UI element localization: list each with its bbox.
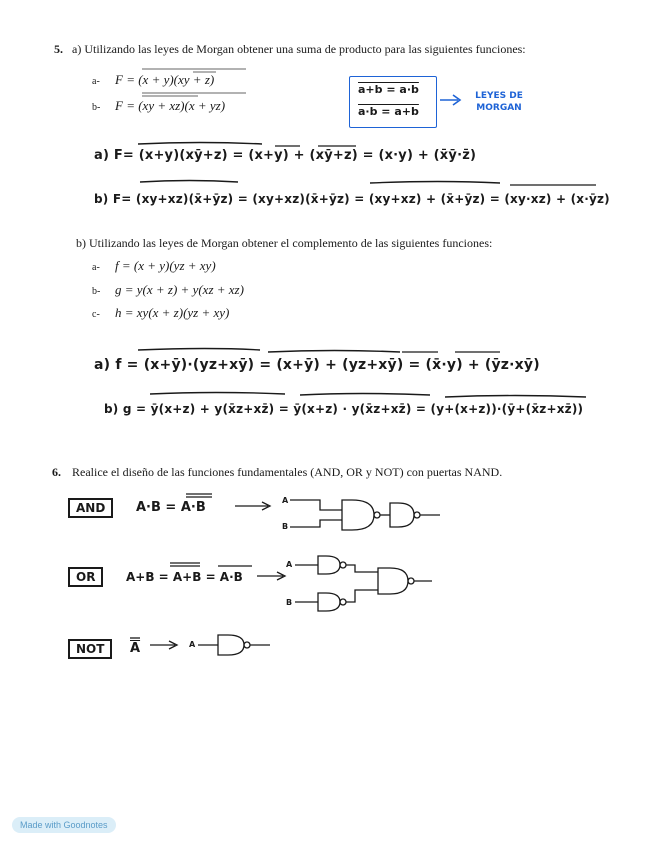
q5a-item-b-expr: F = (xy + xz)(x + yz) <box>115 98 226 113</box>
question-6-number: 6. <box>52 465 61 479</box>
q5b-item-c-label: c- <box>92 309 100 320</box>
not-expression: $\overline{A}$ <box>130 641 141 656</box>
or-input-b-label: B <box>286 598 293 607</box>
question-6-prompt: Realice el diseño de las funciones fundamentales (AND, OR y NOT) con puertas NAND. <box>72 465 503 479</box>
q5a-answer-a: a) F= (x+y)(xȳ+z) = (x+y) + (xȳ+z) = (x·y) + (x̄ȳ·z̄) <box>94 148 477 163</box>
or-input-a-label: A <box>286 560 293 569</box>
and-tag: AND <box>68 498 113 518</box>
and-input-a-label: A <box>282 496 289 505</box>
question-5-number: 5. <box>54 42 63 56</box>
q5b-item-a-expr: f = (x + y)(yz + xy) <box>115 258 216 273</box>
q5b-answer-b: b) g = ȳ(x+z) + y(x̄z+xz̄) = ȳ(x+z) · y(x̄z+xz̄) = (y+(x+z))·(ȳ+(x̄z+xz̄)) <box>104 402 584 416</box>
demorgan-law-1: a+b = a·b <box>358 83 419 96</box>
q5b-item-c-expr: h = xy(x + z)(yz + xy) <box>115 305 230 320</box>
question-5b-prompt: b) Utilizando las leyes de Morgan obtener el complemento de las siguientes funciones: <box>76 236 493 250</box>
q5a-answer-b: b) F= (xy+xz)(x̄+ȳz) = (xy+xz)(x̄+ȳz) = (xy+xz) + (x̄+ȳz) = (xy·xz) + (x·ȳz) <box>94 192 610 206</box>
q5b-item-a-label: a- <box>92 262 100 273</box>
and-expression: A·B = A·B <box>136 500 206 515</box>
demorgan-laws-note: LEYES DE MORGAN <box>475 91 523 113</box>
or-expression: A+B = A+B = A·B <box>126 570 243 584</box>
goodnotes-badge: Made with Goodnotes <box>12 817 116 833</box>
q5b-item-b-label: b- <box>92 286 101 297</box>
and-input-b-label: B <box>282 522 289 531</box>
q5a-item-a-label: a- <box>92 76 100 87</box>
q5a-item-b-label: b- <box>92 102 101 113</box>
not-tag: NOT <box>68 639 112 659</box>
demorgan-law-2: a·b = a+b <box>358 105 419 118</box>
q5b-answer-a: a) f = (x+ȳ)·(yz+xȳ) = (x+ȳ) + (yz+xȳ) = (x̄·y) + (ȳz·xȳ) <box>94 357 540 373</box>
not-input-a-label: A <box>189 640 196 649</box>
question-5a-prompt: a) Utilizando las leyes de Morgan obtener una suma de producto para las siguientes funciones: <box>72 42 526 56</box>
q5a-item-a-expr: F = (x + y)(xy + z) <box>115 72 215 87</box>
q5b-item-b-expr: g = y(x + z) + y(xz + xz) <box>115 282 244 297</box>
or-tag: OR <box>68 567 103 587</box>
